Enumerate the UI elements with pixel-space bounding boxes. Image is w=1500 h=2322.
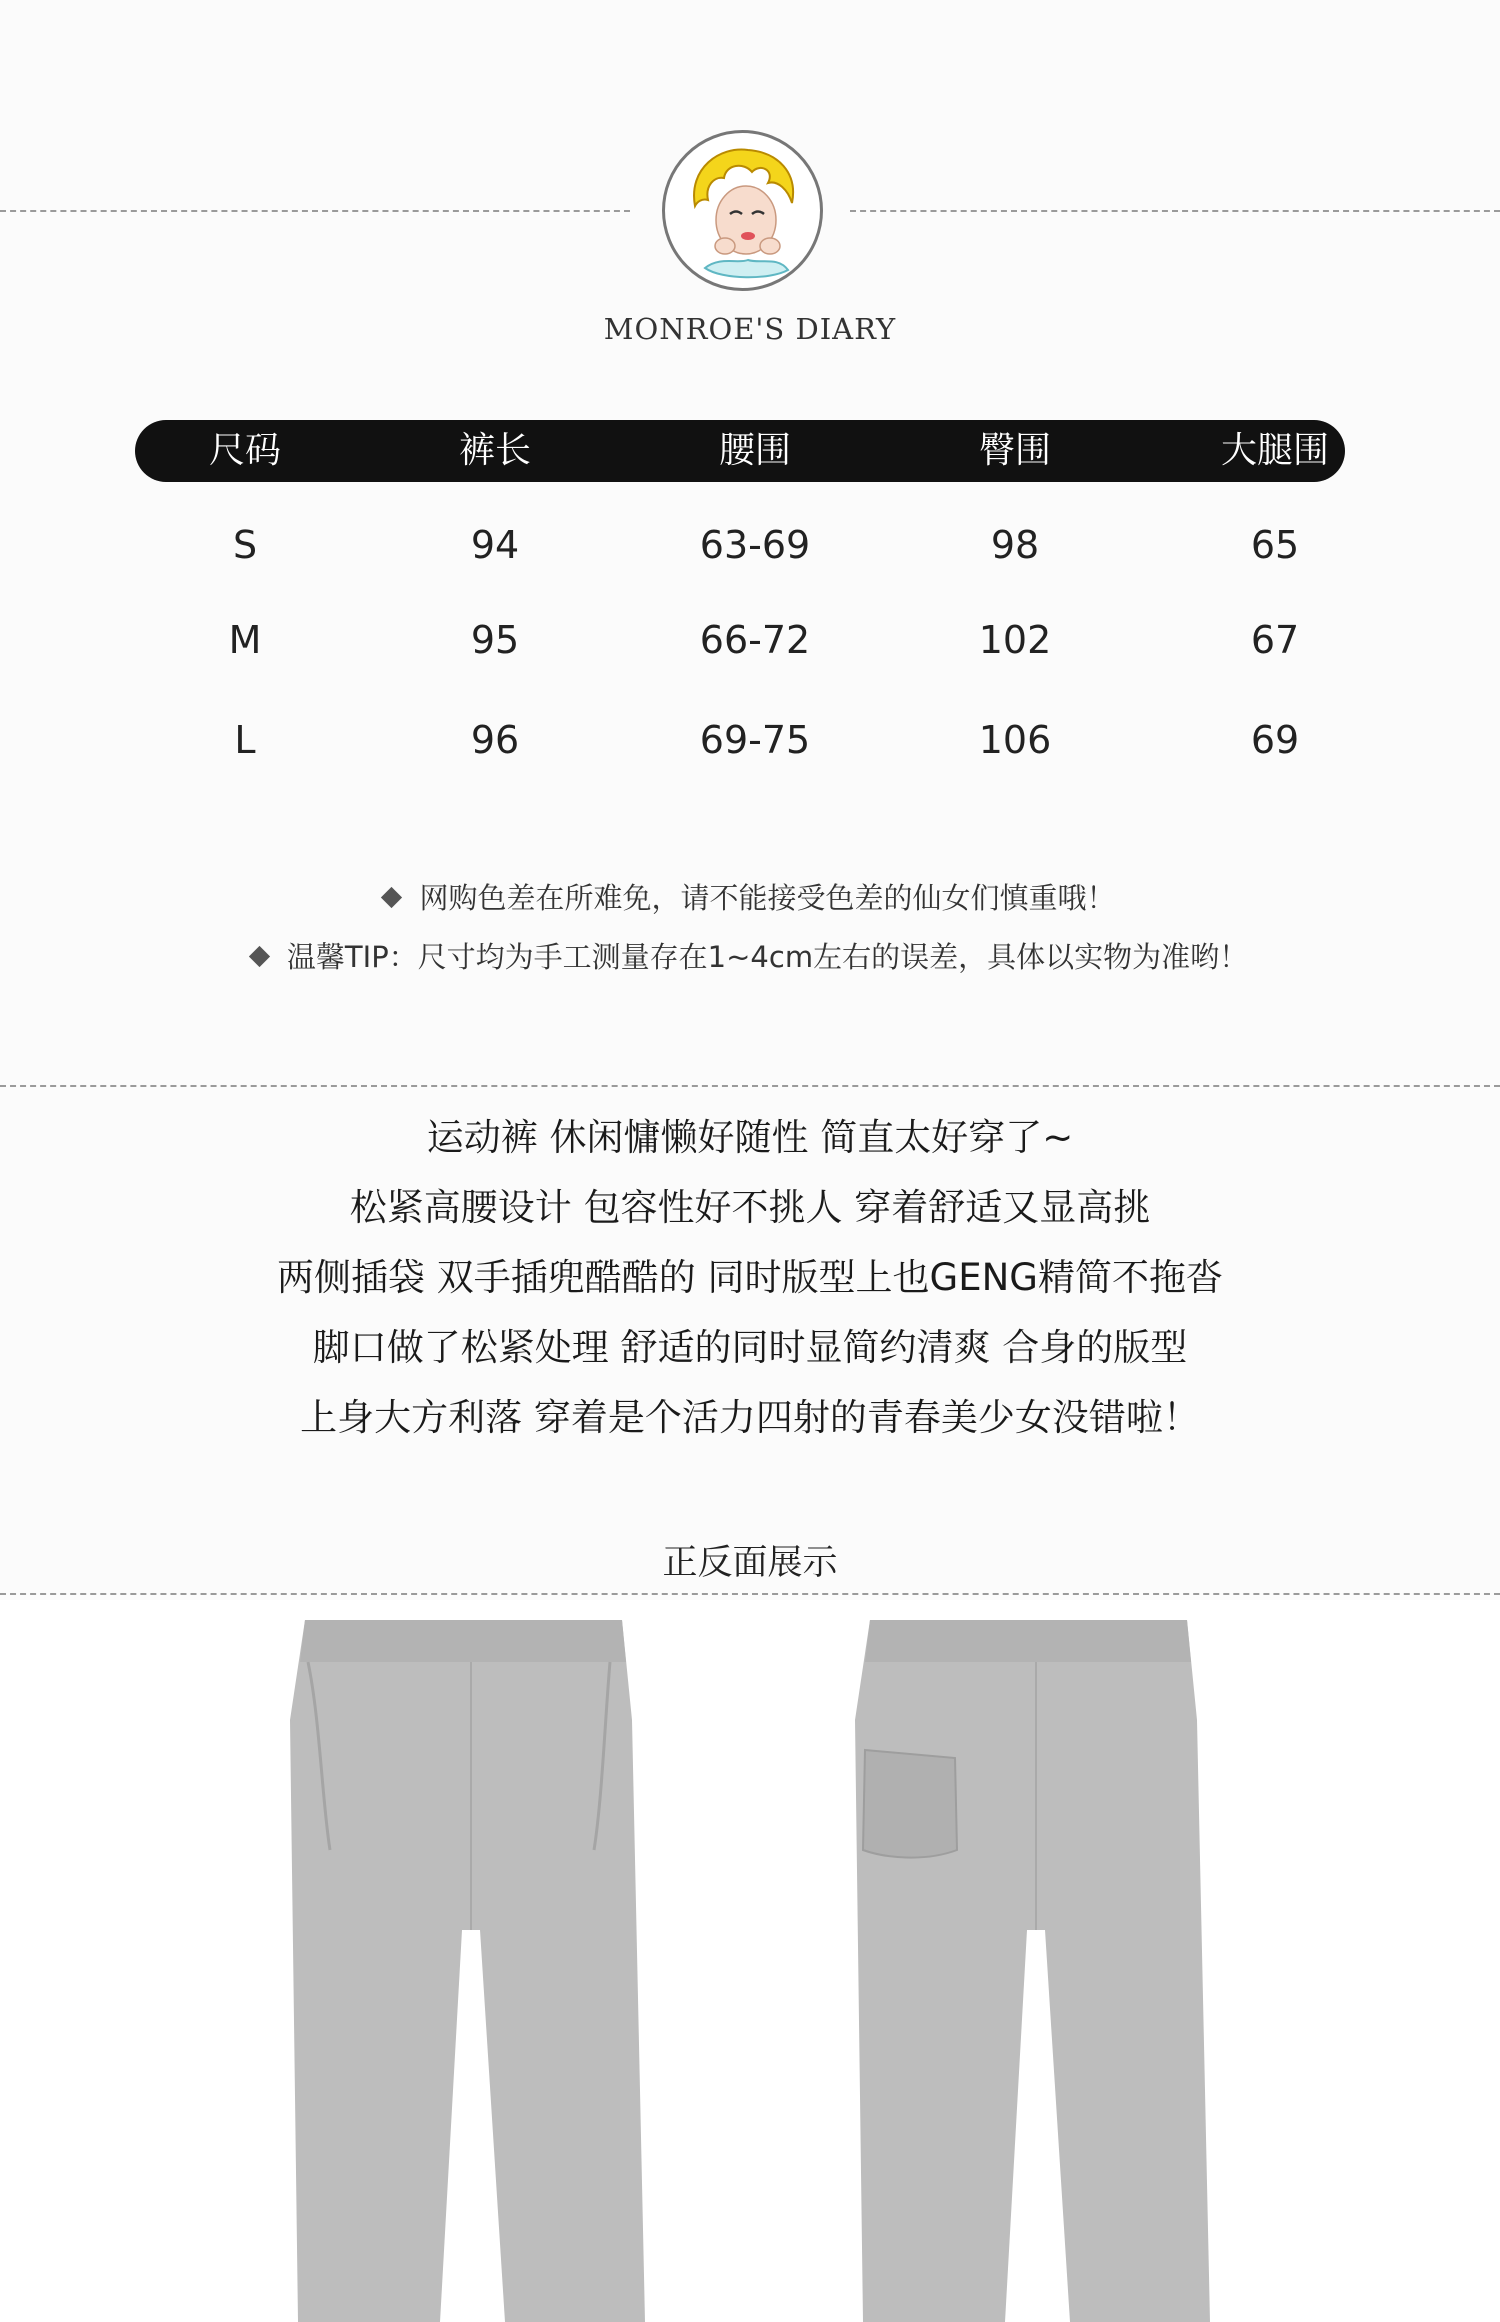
color-note <box>0 876 1500 917</box>
brand-name: MONROE'S DIARY <box>603 312 897 346</box>
header-thigh: 大腿围 <box>1220 430 1329 471</box>
description-line: 上身大方利落 穿着是个活力四射的青春美少女没错啦！ <box>300 1396 1200 1439</box>
table-row <box>135 515 1345 575</box>
cell-waist: 66-72 <box>699 618 811 662</box>
description-line: 两侧插袋 双手插兜酷酷的 同时版型上也GENG精简不拖沓 <box>277 1256 1223 1299</box>
diamond-bullet-icon <box>249 945 270 966</box>
cell-waist: 69-75 <box>699 718 811 762</box>
cell-length: 95 <box>470 618 520 662</box>
measurement-tip-text: 温馨TIP：尺寸均为手工测量存在1~4cm左右的误差，具体以实物为准哟！ <box>286 940 1249 974</box>
cell-thigh: 67 <box>1250 618 1300 662</box>
color-note-text: 网购色差在所难免，请不能接受色差的仙女们慎重哦！ <box>419 881 1116 915</box>
cell-size: L <box>234 718 256 762</box>
cell-hip: 98 <box>990 523 1040 567</box>
description-line: 运动裤 休闲慵懒好随性 简直太好穿了~ <box>426 1116 1074 1159</box>
cell-thigh: 65 <box>1250 523 1300 567</box>
monroe-portrait-logo <box>660 128 825 293</box>
header-hip: 臀围 <box>978 430 1051 471</box>
table-row <box>135 610 1345 670</box>
back-view-pants <box>815 1600 1235 2322</box>
top-divider-left <box>0 210 630 212</box>
cell-hip: 102 <box>978 618 1052 662</box>
cell-length: 96 <box>470 718 520 762</box>
front-view-pants <box>250 1600 670 2322</box>
cell-thigh: 69 <box>1250 718 1300 762</box>
top-divider-right <box>850 210 1500 212</box>
product-photo <box>0 1600 1500 2322</box>
cell-size: S <box>232 523 258 567</box>
section-divider <box>0 1085 1500 1087</box>
header-length: 裤长 <box>458 430 531 471</box>
section-title: 正反面展示 <box>662 1543 838 1583</box>
cell-hip: 106 <box>978 718 1052 762</box>
table-row <box>135 710 1345 770</box>
header-size: 尺码 <box>208 430 281 471</box>
cell-length: 94 <box>470 523 520 567</box>
section-title-divider <box>0 1593 1500 1595</box>
measurement-tip <box>0 935 1500 976</box>
cell-size: M <box>228 618 262 662</box>
diamond-bullet-icon <box>381 886 402 907</box>
size-table-header <box>135 420 1345 482</box>
description-line: 脚口做了松紧处理 舒适的同时显简约清爽 合身的版型 <box>312 1326 1188 1369</box>
description-line: 松紧高腰设计 包容性好不挑人 穿着舒适又显高挑 <box>349 1186 1151 1229</box>
cell-waist: 63-69 <box>699 523 811 567</box>
header-waist: 腰围 <box>718 430 791 471</box>
product-description <box>0 1103 1500 1453</box>
